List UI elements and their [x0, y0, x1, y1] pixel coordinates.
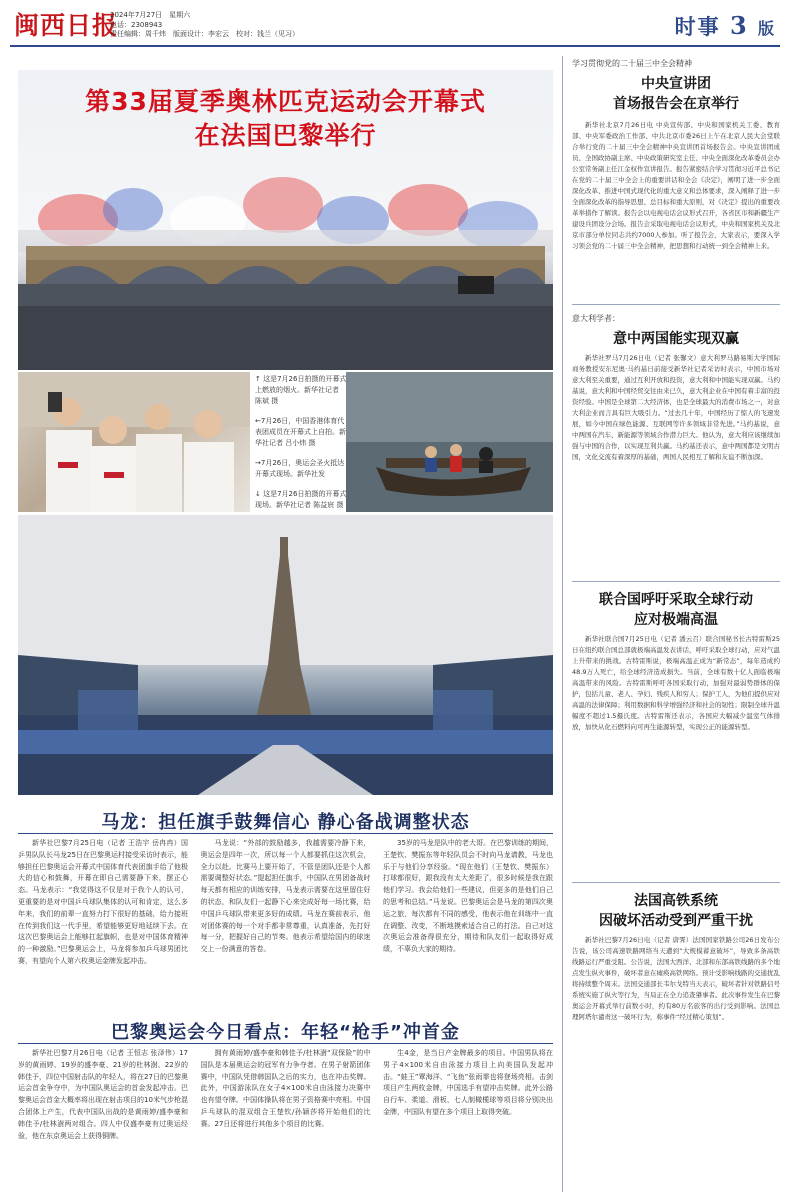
photo-torch-boat	[346, 372, 553, 512]
issue-phone: 电话：2308943	[110, 20, 163, 29]
story2-body-text: 新华社罗马7月26日电（记者 张馨文）意大利罗马路易斯大学国际商务教授安东尼奥·马约基日前接受新华社记者采访时表示，中国市场对意大利至关重要，通过互利开放和投资，意大利和中国能实现双赢。马约基说，意大利和中国经贸交往由来已久，意大利企业在中国有着丰富的投资经验。中国是全球第二大经济体，也是全球最大的消费市场之一，对意大利企业而言具有巨大吸引力。“过去几十年，中国经历了惊人的飞速发展，如今中国在绿色能源、互联网等许多领域非常先进。”马约基说，意中两国在汽车、新能源等领域合作潜力巨大。他认为，意大利应该继续加强与中国的合作，以实现互利共赢。马约基还表示，意中两国都是文明古国，文化交流有着深厚的基础，两国人民相互了解和友谊不断加深。	[572, 354, 780, 461]
story4-body-text: 新华社巴黎7月26日电（记者 唐霁）法国国家铁路公司26日发布公告说，该公司高速铁路网络当天遭到“大规模蓄意破坏”，导致多条高铁线路运行严重受阻。公告说，法国大西洋、北部和东部高铁线路的多个地点发生纵火事件，破坏者意在瘫痪高铁网络。预计受影响线路的交通扰乱将持续整个周末。法国交通部长韦尔戈特当天表示，破坏者针对铁路信号系统实施了纵火等行为，当局正在全力追查肇事者。此次事件发生在巴黎奥运会开幕式举行前数小时，约有80万名旅客的出行受到影响。法国总理阿塔尔谴责这一破坏行为，称事件“经过精心策划”。	[572, 936, 780, 1021]
story1-title-line1: 中央宣讲团	[641, 76, 711, 92]
eiffel-tower-illustration	[18, 515, 553, 795]
right-sep-2	[572, 581, 780, 582]
caption-selfie: ←7月26日，中国香港体育代表团成员在开幕式上自拍。新华社记者 吕小炜 摄	[255, 417, 346, 447]
story-today-col1	[18, 1048, 188, 1184]
story-malong-body	[18, 838, 553, 1010]
story-today-rule	[18, 1043, 553, 1044]
story-malong-rule	[18, 833, 553, 834]
column-divider	[562, 56, 563, 1192]
issue-date: 2024年7月27日 星期六	[110, 11, 191, 19]
story4-title-line2: 因破坏活动受到严重干扰	[599, 913, 753, 929]
story-malong-col3	[383, 838, 553, 1010]
story4-body	[572, 935, 780, 1121]
story-today-headline: 巴黎奥运会今日看点：年轻“枪手”冲首金	[111, 1022, 460, 1043]
story1-body-text: 新华社北京7月26日电 中央宣传部、中央和国家机关工委、教育部、中央军委政治工作部、中共北京市委26日上午在北京人民大会堂联合举行党的二十届三中全会精神中央宣讲团首场报告会。中央宣讲团成员、全国政协副主席、中央政策研究室主任、中央全面深化改革委员会办公室常务副主任江金权作宣讲报告。报告紧密结合学习贯彻习近平总书记在党的二十届三中全会上的重要讲话和全会《决定》，阐明了进一步全面深化改革、推进中国式现代化的重大意义和总体要求，深入阐释了进一步全面深化改革的指导思想、总目标和重大原则，对《决定》提出的重要改革举措作了解读。报告会以电视电话会议形式召开，各省区市和新疆生产建设兵团设分会场。报告会采取电视电话会议形式，中央和国家机关及北京市部分单位同志共约7000人参加。听了报告会，大家表示，要深入学习领会党的二十届三中全会精神，把思想和行动统一到全会精神上来。	[572, 121, 780, 250]
story-today-body	[18, 1048, 553, 1184]
caption-venue: ↓ 这是7月26日拍摄的开幕式现场。新华社记者 陈益宸 摄	[255, 490, 347, 509]
story1-kicker: 学习贯彻党的二十届三中全会精神	[572, 59, 692, 68]
story-malong-col2	[201, 838, 371, 1010]
photo-captions	[253, 372, 350, 512]
story3-title-line2: 应对极端高温	[634, 612, 718, 628]
boat-illustration	[346, 372, 553, 512]
left-column	[10, 60, 558, 1192]
hero-photo-fireworks	[18, 70, 553, 370]
story-malong-headline: 马龙：担任旗手鼓舞信心 静心备战调整状态	[101, 812, 470, 833]
photo-athletes-selfie	[18, 372, 250, 512]
story2-title: 意中两国能实现双赢	[613, 331, 739, 347]
story4-title-line1: 法国高铁系统	[634, 893, 718, 909]
story-malong-col1	[18, 838, 188, 1010]
story-malong-col1-text: 新华社巴黎7月25日电（记者 王浩宇 岳冉冉）国乒男队队长马龙25日在巴黎奥运村接受采访时表示，能够担任巴黎奥运会开幕式中国体育代表团旗手给了他极大的信心和鼓舞，开幕在即自己需要静下来，摆正心态。马龙表示：“我觉得这不仅是对于我个人的认可，更重要的是对中国乒乓球队集体的认可和肯定，这么多年来，我们的前辈一直努力打下很好的基础，给力接班在传到我们这一代手里，希望能够更好地延续下去。在这次巴黎奥运会上能够扛起旗帜，也是对中国体育精神的一种激励。”巴黎奥运会上，马龙将参加乒乓球男团比赛，有望向个人第六枚奥运金牌发起冲击。	[18, 839, 188, 965]
section-tag	[675, 12, 776, 43]
issue-editors: 责任编辑：周千炜 版面设计：李宏云 校对：钱兰（见习）	[110, 30, 299, 38]
story-today-col1-text: 新华社巴黎7月26日电（记者 王恒志 张泽伟）17岁的黄雨婷、19岁的盛李豪、21岁的杜林澍、22岁的韩佳予，四位中国射击队的年轻人，将在27日的巴黎奥运会首金争夺中，为中国队奥运会的首金发起冲击。巴黎奥运会首金大概率将出现在射击项目的10米气步枪混合团体上产生，代表中国队出战的是黄雨婷/盛李豪和韩佳予/杜林澍两对组合。四人中仅盛李豪有过奥运经验，他在东京奥运会上获得铜牌。	[18, 1049, 188, 1140]
story3-body	[572, 634, 780, 874]
hero-title-line1: 第33届夏季奥林匹克运动会开幕式	[85, 87, 486, 116]
story1-body	[572, 120, 780, 296]
story-malong-col2-text: 马龙说：“外部的鼓励越多，我越需要冷静下来，奥运会是四年一次，所以每一个人都要抓住这次机会，全力以赴。比赛马上要开始了，不管是团队还是个人都需要调整好状态。”提起担任旗手，中国队在男团备战时每天都有相应的训练安排，马龙表示需要在这里留住好的状态，和队友们一起静下心来完成好每一场比赛，给中国乒乓球队带来更多好的成绩。马龙在赛前表示，他对团体赛的每一个对手都非常尊重，认真准备，先打好每一分，把握好自己的节奏。他表示希望给国内的球迷交上一份满意的答卷。	[200, 839, 371, 954]
newspaper-logo: 闽西日报	[14, 11, 119, 40]
masthead-rule	[10, 45, 780, 47]
story-today-col3-text: 生4金，是当日产金牌最多的项目。中国男队将在男子4×100米自由泳接力项目上向美国队发起冲击。“蛙王”覃海洋、“飞鱼”张雨霏也将登场亮相。击剑项目产生两枚金牌，中国选手有望冲击奖牌。此外公路自行车、柔道、滑板、七人制橄榄球等项目将分别决出金牌，中国队有望在多个项目上取得突破。	[383, 1049, 553, 1116]
story-today-col2-text: 拥有黄雨婷/盛李豪和韩佳予/杜林澍“双保险”的中国队是本届奥运会的冠军有力争夺者。在男子射箭团体赛中，中国队凭借韩国队之后的实力，也在冲击奖牌。此外，中国游泳队在女子4×100米自由泳接力决赛中也有望夺牌。中国体操队将在男子资格赛中亮相。中国乒乓球队的混双组合王楚钦/孙颖莎将开始他们的比赛。27日还将进行其他多个项目的比赛。	[200, 1049, 371, 1128]
issue-info	[110, 11, 299, 40]
page-number: 3	[729, 11, 749, 40]
masthead	[0, 0, 790, 48]
section-name: 时事	[674, 15, 721, 39]
story-malong-col3-text: 35岁的马龙是队中的老大哥。在巴黎训练的期间，王楚钦、樊振东等年轻队员会不时向马龙请教，马龙也乐于与他们分享经验。“现在他们（王楚钦、樊振东）打球都很好，跟我没有太大差距了，很多时候是我在跟他们学习。我会给他们一些建议，但更多的是他们自己的思考和总结。”马龙说。巴黎奥运会是马龙的第四次奥运之旅，每次都有不同的感受，他表示他在训练中一直在调整、改变，不断地摸索适合自己的打法。自己对这次奥运会准备得很充分，期待和队友们一起取得好成绩，不辜负大家的期待。	[383, 839, 553, 954]
right-sep-3	[572, 882, 780, 883]
photo-opening-venue	[18, 515, 553, 795]
caption-torch: →7月26日，奥运会圣火抵达开幕式现场。新华社发	[255, 459, 345, 478]
story3-title-line1: 联合国呼吁采取全球行动	[599, 592, 753, 608]
right-column	[572, 56, 780, 1194]
page-suffix: 版	[757, 19, 776, 38]
story2-body	[572, 353, 780, 573]
right-sep-1	[572, 304, 780, 305]
story1-title-line2: 首场报告会在京举行	[613, 96, 739, 112]
story-today-col2	[201, 1048, 371, 1184]
story3-body-text: 新华社联合国7月25日电（记者 潘云召）联合国秘书长古特雷斯25日在纽约联合国总部就极端高温发表讲话，呼吁采取全球行动，应对气温上升带来的挑战。古特雷斯说，极端高温正成为“新常态”，每年造成约48.9万人死亡，给全球经济造成损失。当前，全球有数十亿人面临极端高温带来的风险。古特雷斯呼吁各国采取行动，加强对最弱势群体的保护，包括儿童、老人、孕妇、残疾人和穷人；保护工人，为他们提供应对高温的法律保障；利用数据和科学增强经济和社会的韧性；限制全球升温幅度不超过1.5摄氏度。古特雷斯还表示，各国应大幅减少温室气体排放，加快从化石燃料向可再生能源转型，实现公正的能源转型。	[572, 635, 780, 731]
athletes-illustration	[18, 372, 250, 512]
caption-fireworks: ↑ 这是7月26日拍摄的开幕式上燃放的烟火。新华社记者 陈斌 摄	[255, 375, 347, 405]
hero-title-line2: 在法国巴黎举行	[194, 121, 377, 150]
story-today-col3	[383, 1048, 553, 1184]
story2-kicker: 意大利学者：	[572, 314, 620, 323]
